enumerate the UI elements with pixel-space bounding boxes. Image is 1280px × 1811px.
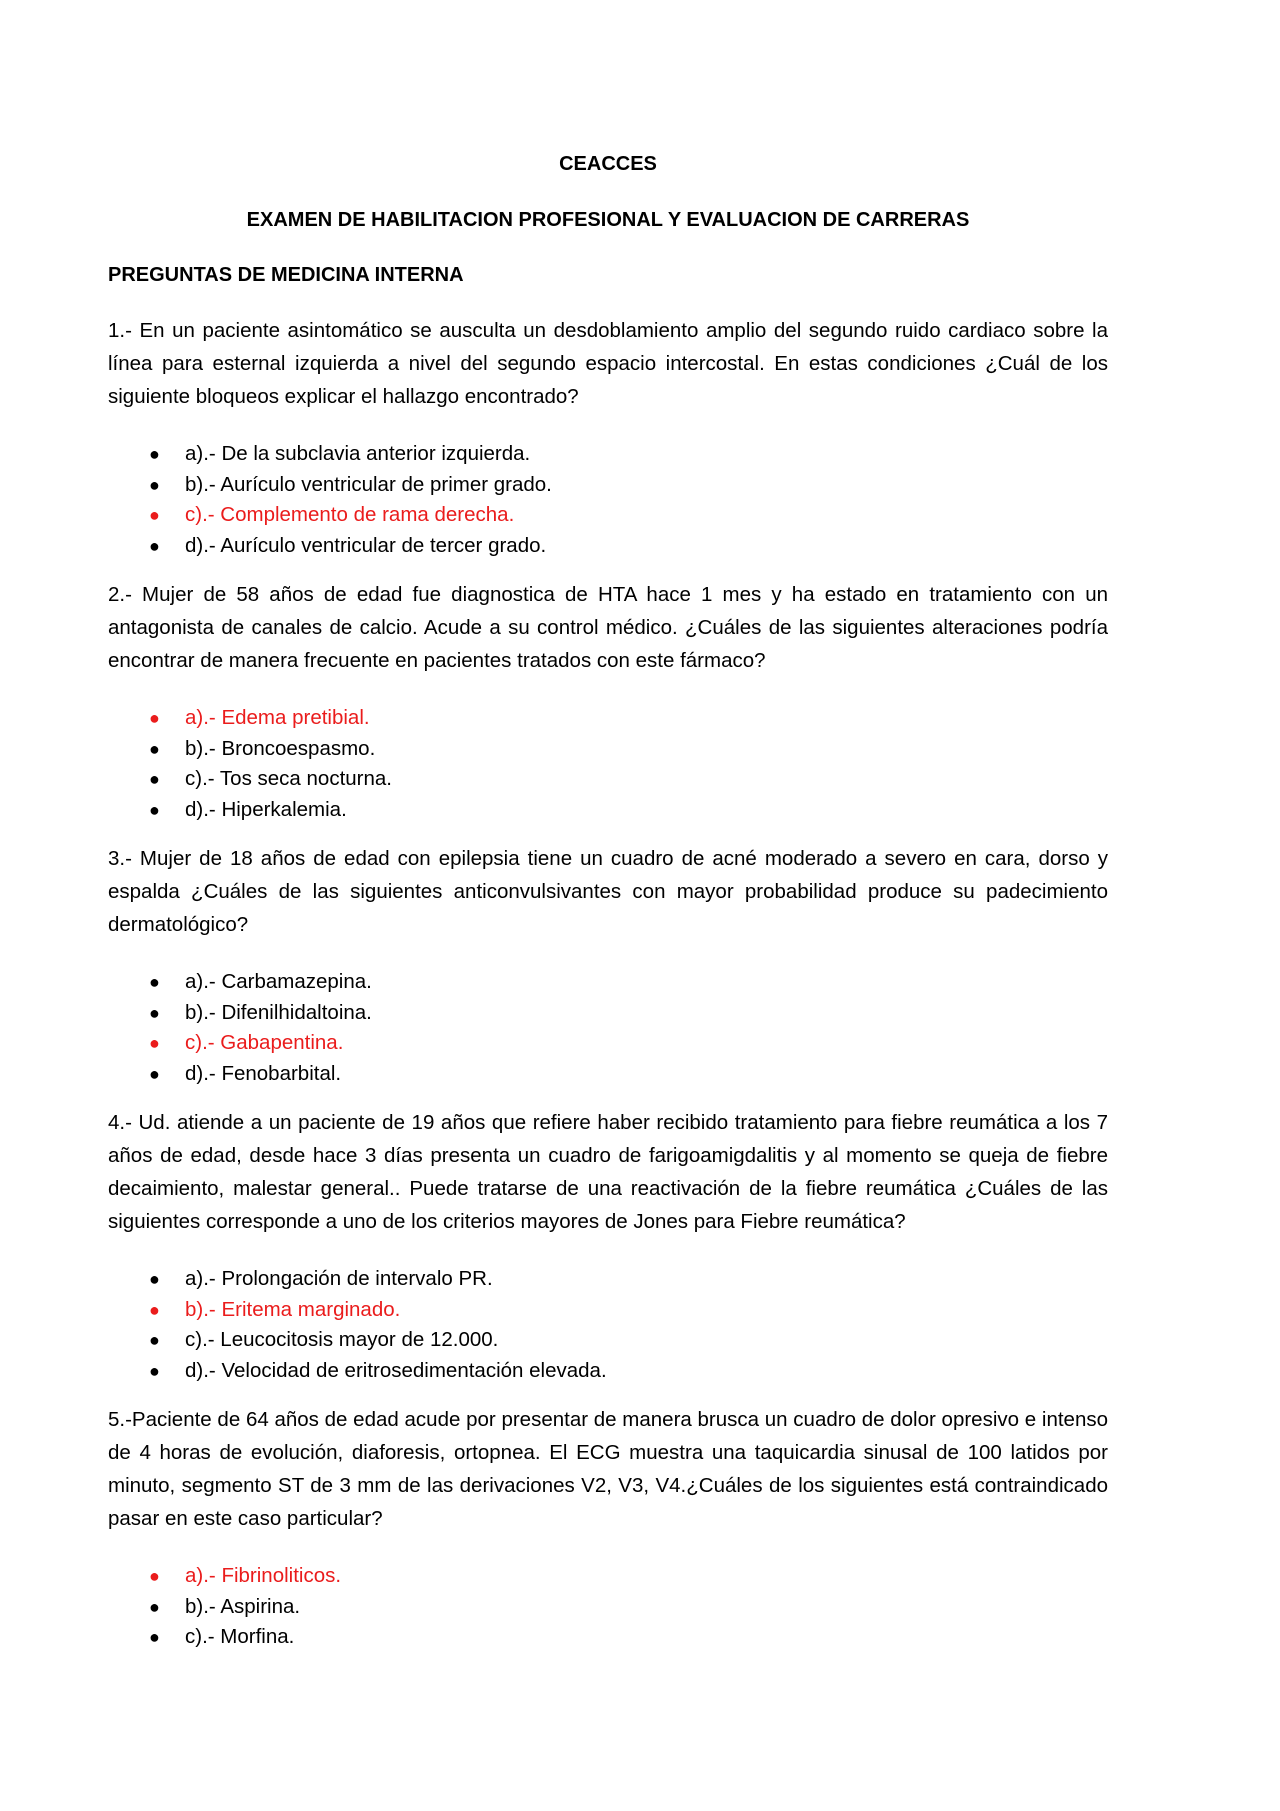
- question-4-option-a: [108, 1264, 1108, 1295]
- question-3-option-b: [108, 998, 1108, 1029]
- bullet-icon: ●: [149, 972, 160, 992]
- question-3-option-c: [108, 1028, 1108, 1059]
- bullet-icon: ●: [149, 535, 160, 556]
- question-2-option-a: [108, 703, 1108, 734]
- question-1-option-c: [108, 500, 1108, 531]
- option-text: d).- Aurículo ventricular de tercer grado.: [185, 533, 547, 557]
- option-text: c).- Gabapentina.: [185, 1031, 344, 1054]
- option-text: b).- Aurículo ventricular de primer grado.: [185, 472, 552, 496]
- question-1-option-b: [108, 470, 1108, 501]
- option-text: a).- Carbamazepina.: [185, 970, 372, 993]
- question-3-option-d: [108, 1059, 1108, 1090]
- question-4-option-d: [108, 1356, 1108, 1387]
- option-text: d).- Fenobarbital.: [185, 1061, 342, 1085]
- bullet-icon: ●: [149, 708, 160, 728]
- bullet-icon: ●: [149, 1299, 160, 1320]
- option-text: d).- Hiperkalemia.: [185, 797, 347, 821]
- bullet-icon: ●: [149, 1330, 160, 1350]
- section-heading: PREGUNTAS DE MEDICINA INTERNA: [108, 264, 464, 286]
- bullet-icon: ●: [149, 474, 160, 495]
- question-5-option-a: [108, 1561, 1108, 1592]
- question-3-options: [108, 967, 1108, 1089]
- question-5-options: [108, 1561, 1108, 1653]
- question-2-text: 2.- Mujer de 58 años de edad fue diagnostica de HTA hace 1 mes y ha estado en tratamiento con un antagonista de canales de calcio. Acude a su control médico. ¿Cuáles de las siguientes alteraciones podría encontrar de manera frecuente en pacientes tratados con este fármaco?: [108, 583, 1108, 672]
- option-text: a).- De la subclavia anterior izquierda.: [185, 442, 531, 465]
- bullet-icon: ●: [149, 1033, 160, 1053]
- question-5-text: 5.-Paciente de 64 años de edad acude por presentar de manera brusca un cuadro de dolor opresivo e intenso de 4 horas de evolución, diaforesis, ortopnea. El ECG muestra una taquicardia sinusal de 100 latidos por minuto, segmento ST de 3 mm de las derivaciones V2, V3, V4.¿Cuáles de los siguientes está contraindicado pasar en este caso particular?: [108, 1408, 1108, 1530]
- bullet-icon: ●: [149, 1566, 160, 1586]
- option-text: b).- Aspirina.: [185, 1594, 301, 1618]
- option-text: b).- Difenilhidaltoina.: [185, 1000, 372, 1024]
- option-text: a).- Prolongación de intervalo PR.: [185, 1267, 493, 1290]
- option-text: d).- Velocidad de eritrosedimentación elevada.: [185, 1358, 607, 1382]
- bullet-icon: ●: [149, 1596, 160, 1617]
- document-title: CEACCES: [559, 153, 657, 175]
- bullet-icon: ●: [149, 1063, 160, 1084]
- option-text: c).- Morfina.: [185, 1625, 295, 1648]
- question-2-option-c: [108, 764, 1108, 795]
- question-5-option-b: [108, 1592, 1108, 1623]
- question-3-text: 3.- Mujer de 18 años de edad con epilepsia tiene un cuadro de acné moderado a severo en cara, dorso y espalda ¿Cuáles de las siguientes anticonvulsivantes con mayor probabilidad produce su padecimiento dermatológico?: [108, 847, 1108, 936]
- bullet-icon: ●: [149, 799, 160, 820]
- question-2-option-d: [108, 795, 1108, 826]
- option-text: c).- Tos seca nocturna.: [185, 767, 392, 790]
- bullet-icon: ●: [149, 769, 160, 789]
- document-subtitle: EXAMEN DE HABILITACION PROFESIONAL Y EVALUACION DE CARRERAS: [246, 209, 970, 231]
- question-1-option-a: [108, 439, 1108, 470]
- question-4-option-c: [108, 1325, 1108, 1356]
- bullet-icon: ●: [149, 444, 160, 464]
- bullet-icon: ●: [149, 1360, 160, 1381]
- bullet-icon: ●: [149, 1269, 160, 1289]
- bullet-icon: ●: [149, 1627, 160, 1647]
- option-text: c).- Leucocitosis mayor de 12.000.: [185, 1328, 499, 1351]
- option-text: a).- Fibrinoliticos.: [185, 1564, 342, 1587]
- question-1-text: 1.- En un paciente asintomático se ausculta un desdoblamiento amplio del segundo ruido cardiaco sobre la línea para esternal izquierda a nivel del segundo espacio intercostal. En estas condiciones ¿Cuál de los siguiente bloqueos explicar el hallazgo encontrado?: [108, 319, 1108, 408]
- question-5-option-c: [108, 1622, 1108, 1653]
- bullet-icon: ●: [149, 738, 160, 759]
- question-4-text: 4.- Ud. atiende a un paciente de 19 años que refiere haber recibido tratamiento para fiebre reumática a los 7 años de edad, desde hace 3 días presenta un cuadro de farigoamigdalitis y al momento se queja de fiebre decaimiento, malestar general.. Puede tratarse de una reactivación de la fiebre reumática ¿Cuáles de las siguientes corresponde a uno de los criterios mayores de Jones para Fiebre reumática?: [108, 1111, 1108, 1233]
- option-text: a).- Edema pretibial.: [185, 706, 370, 729]
- question-1-option-d: [108, 531, 1108, 562]
- option-text: b).- Broncoespasmo.: [185, 736, 376, 760]
- question-1-options: [108, 439, 1108, 561]
- bullet-icon: ●: [149, 1002, 160, 1023]
- question-4-options: [108, 1264, 1108, 1386]
- question-3-option-a: [108, 967, 1108, 998]
- option-text: c).- Complemento de rama derecha.: [185, 503, 515, 526]
- question-2-options: [108, 703, 1108, 825]
- option-text: b).- Eritema marginado.: [185, 1297, 401, 1321]
- question-4-option-b: [108, 1295, 1108, 1326]
- question-2-option-b: [108, 734, 1108, 765]
- bullet-icon: ●: [149, 505, 160, 525]
